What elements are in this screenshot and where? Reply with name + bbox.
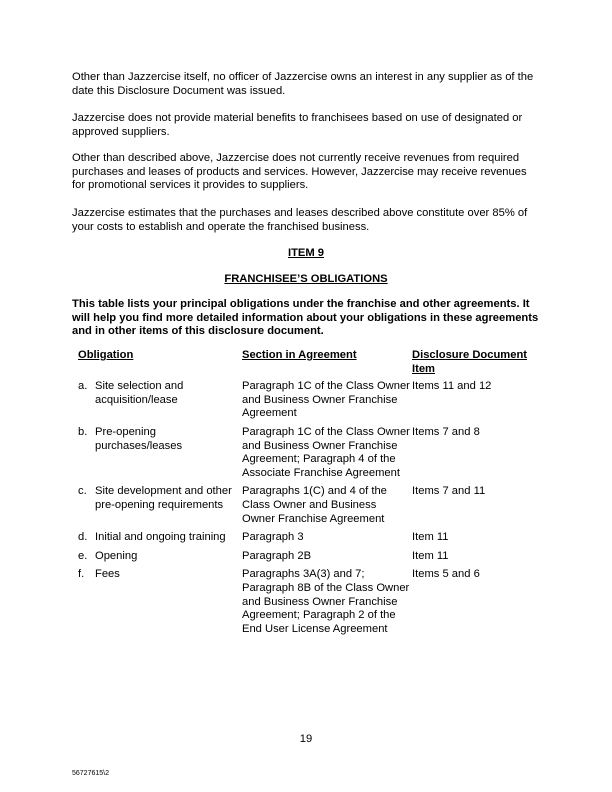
row-obligation: Fees [95, 568, 120, 581]
row-letter: e. [78, 549, 88, 562]
row-item: Items 11 and 12 [412, 380, 492, 393]
row-obligation: Site development and other pre-opening requirements [95, 485, 232, 511]
row-letter: d. [78, 531, 88, 544]
section-title: FRANCHISEE’S OBLIGATIONS [224, 273, 388, 285]
row-item: Items 7 and 8 [412, 425, 480, 438]
header-item: Disclosure Document Item [412, 349, 528, 375]
row-section: Paragraphs 1(C) and 4 of the Class Owner and Business Owner Franchise Agreement [242, 485, 387, 525]
table-row [72, 380, 540, 426]
row-obligation: Initial and ongoing training [95, 531, 226, 544]
paragraph-supplier-interest: Other than Jazzercise itself, no officer of Jazzercise owns an interest in any supplier as of the date this Disclosure Document was issued. [72, 71, 534, 97]
row-item: Items 7 and 11 [412, 485, 486, 498]
item-heading: ITEM 9 [287, 247, 325, 259]
page-number: 19 [299, 733, 313, 745]
row-item: Items 5 and 6 [412, 568, 480, 581]
row-letter: c. [78, 485, 87, 498]
row-section: Paragraphs 3A(3) and 7; Paragraph 8B of the Class Owner and Business Owner Franchise Agreement; Paragraph 2 of the End User License Agreement [242, 568, 410, 635]
obligations-table [72, 349, 540, 641]
table-row [72, 531, 540, 550]
row-letter: b. [78, 425, 88, 438]
row-item: Item 11 [412, 549, 449, 562]
paragraph-cost-estimate: Jazzercise estimates that the purchases and leases described above constitute over 85% of your costs to establish and operate the franchised business. [72, 207, 528, 233]
table-header-row [72, 349, 540, 380]
table-intro: This table lists your principal obligations under the franchise and other agreements. It will help you find more detailed information about your obligations in these agreements and in other items of this disclosure document. [72, 298, 539, 338]
row-obligation: Pre-opening purchases/leases [95, 425, 183, 452]
row-obligation: Site selection and acquisition/lease [95, 380, 184, 406]
row-obligation: Opening [95, 549, 138, 562]
row-section: Paragraph 1C of the Class Owner and Business Owner Franchise Agreement; Paragraph 4 of the Associate Franchise Agreement [242, 425, 410, 479]
header-section: Section in Agreement [242, 349, 357, 361]
paragraph-revenues: Other than described above, Jazzercise does not currently receive revenues from required purchases and leases of products and services. However, Jazzercise may receive revenues for promotional services it provides to suppliers. [72, 152, 527, 192]
row-section: Paragraph 1C of the Class Owner and Business Owner Franchise Agreement [242, 380, 410, 420]
table-row [72, 485, 540, 531]
header-obligation: Obligation [78, 349, 134, 361]
table-row [72, 550, 540, 569]
table-row [72, 568, 540, 641]
row-item: Item 11 [412, 531, 449, 544]
row-section: Paragraph 2B [242, 549, 312, 562]
row-section: Paragraph 3 [242, 531, 304, 544]
table-row [72, 426, 540, 485]
row-letter: f. [78, 568, 85, 581]
row-letter: a. [78, 380, 88, 393]
paragraph-material-benefits: Jazzercise does not provide material benefits to franchisees based on use of designated or approved suppliers. [72, 112, 523, 138]
document-id: 56727615\2 [72, 770, 109, 777]
